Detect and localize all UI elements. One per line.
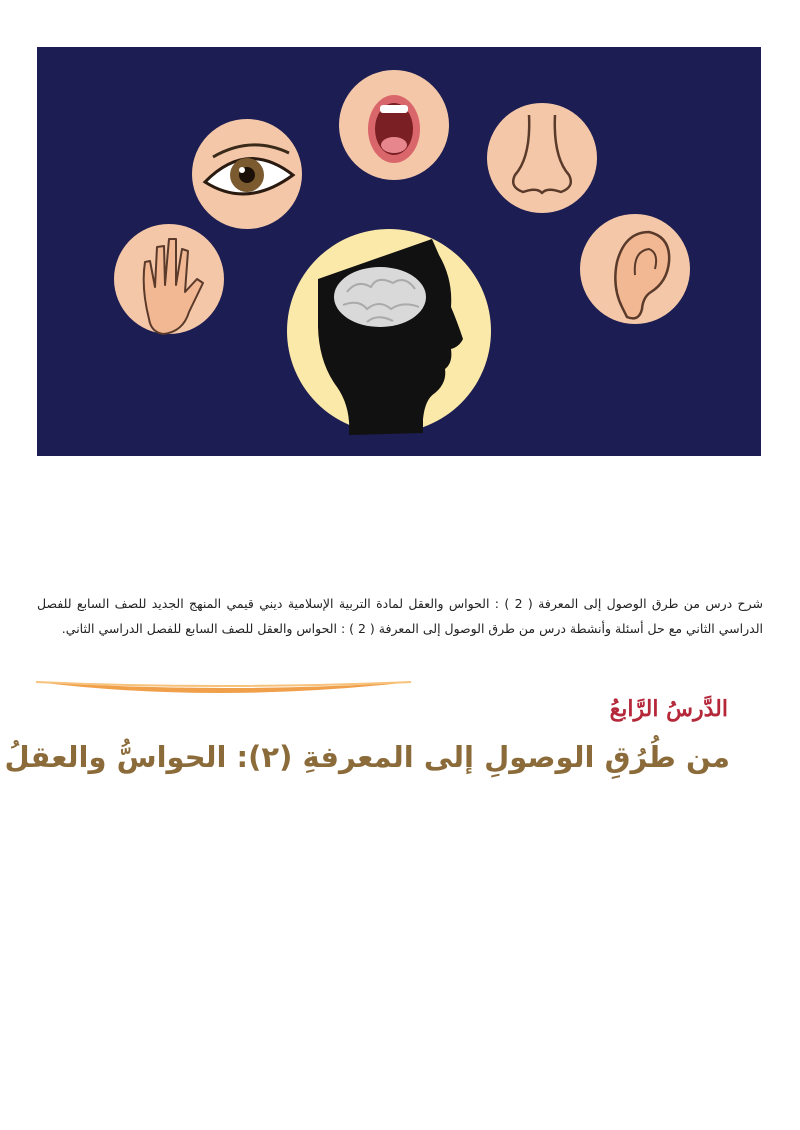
hand-icon <box>114 224 224 334</box>
lesson-title: من طُرُقِ الوصولِ إلى المعرفةِ (٢): الحواسُّ والعقلُ <box>4 740 730 774</box>
lesson-number-label: الدَّرسُ الرَّابعُ <box>609 696 728 722</box>
senses-illustration-graphic <box>37 47 761 456</box>
brain-icon <box>334 267 426 327</box>
eye-icon <box>192 119 302 229</box>
ear-icon <box>580 214 690 324</box>
intro-paragraph: شرح درس من طرق الوصول إلى المعرفة ( 2 ) : الحواس والعقل لمادة التربية الإسلامية ديني قيمي المنهج الجديد للصف السابع للفصل الدراسي الثاني مع حل أسئلة وأنشطة درس من طرق الوصول إلى المعرفة ( 2 ) : الحواس والعقل للصف السابع للفصل الدراسي الثاني. <box>37 595 763 636</box>
nose-icon <box>487 103 597 213</box>
mouth-icon <box>339 70 449 180</box>
decorative-swoosh <box>36 678 416 704</box>
head-brain-icon <box>287 229 491 435</box>
senses-illustration <box>37 47 761 456</box>
